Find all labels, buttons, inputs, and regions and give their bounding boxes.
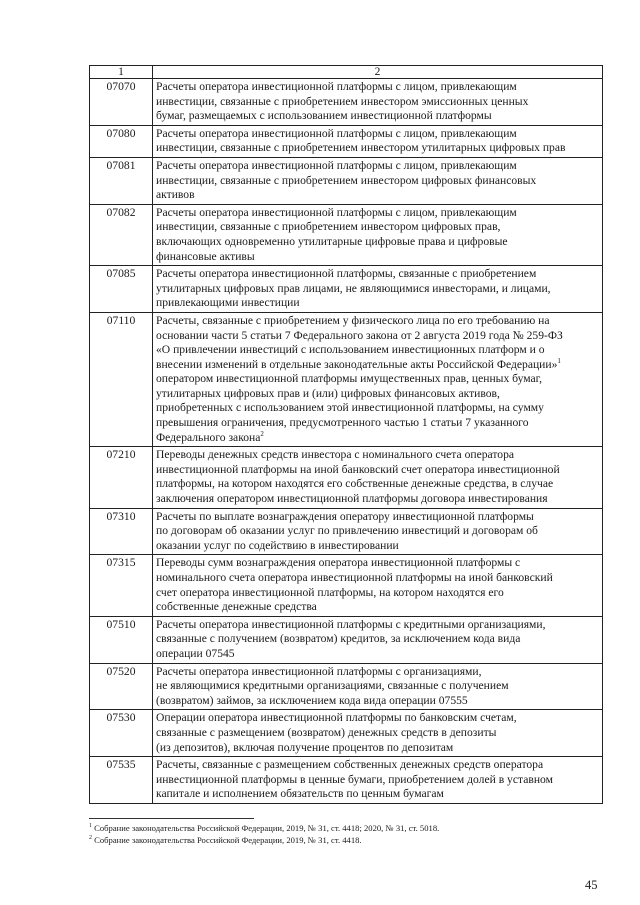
description-line-text: основании части 5 статьи 7 Федерального закона от 2 августа 2019 года № 259-ФЗ [156,328,563,342]
description-line [156,448,599,463]
description-line [156,787,599,802]
description-line [156,401,599,416]
column-header-code: 1 [90,66,153,79]
description-line [156,758,599,773]
description-line-text: инвестиционной платформы в ценные бумаги, приобретением долей в уставном [156,772,553,786]
footnote-text: Собрание законодательства Российской Федерации, 2019, № 31, ст. 4418; 2020, № 31, ст. 5018. [94,823,440,833]
description-line-text: оказании услуг по содействию в инвестировании [156,538,399,552]
description-line [156,141,599,156]
table-body [90,79,603,804]
description-line [156,665,599,680]
description-line-text: Переводы сумм вознаграждения оператора инвестиционной платформы с [156,556,521,570]
operation-code: 07530 [90,710,153,757]
table-row [90,616,603,663]
description-line-text: платформы, на котором находятся его собственные денежные средства, в случае [156,477,554,491]
description-line-text: Расчеты оператора инвестиционной платформы с лицом, привлекающим [156,80,517,93]
description-line [156,694,599,709]
description-line-text: заключения оператором инвестиционной платформы договора инвестирования [156,492,548,506]
operation-code: 07110 [90,312,153,446]
operation-code: 07310 [90,508,153,555]
description-line [156,524,599,539]
description-line-text: операции 07545 [156,646,235,660]
description-line [156,372,599,387]
description-line-text: Расчеты оператора инвестиционной платформы с кредитными организациями, [156,617,546,631]
footnote-mark: 2 [89,835,92,842]
description-line [156,726,599,741]
description-line-text: приобретенных с использованием этой инвестиционной платформы, на сумму [156,401,544,415]
description-line-text: Расчеты оператора инвестиционной платформы с лицом, привлекающим [156,205,517,219]
footnote-text: Собрание законодательства Российской Федерации, 2019, № 31, ст. 4418. [94,835,362,845]
description-line-text: Расчеты оператора инвестиционной платформы с организациями, [156,664,482,678]
operation-description [153,157,603,204]
description-line [156,314,599,329]
description-line [156,477,599,492]
operation-code: 07080 [90,125,153,157]
table-row [90,447,603,508]
table-row [90,508,603,555]
operation-code: 07070 [90,79,153,126]
description-line-text: связанные с получением (возвратом) кредитов, за исключением кода вида [156,632,521,646]
operation-code: 07210 [90,447,153,508]
description-line [156,282,599,297]
page-number: 45 [585,878,598,892]
footnote-2 [89,834,439,846]
description-line-text: утилитарных цифровых прав и (или) цифровых финансовых активов, [156,386,500,400]
description-line-text: не являющимися кредитными организациями, связанные с получением [156,679,509,693]
description-line-text: по договорам об оказании услуг по привлечению инвестиций и договорам об [156,524,538,538]
operation-codes-table [89,65,603,804]
description-line-text: капитале и исполнением обязательств по ценным бумагам [156,787,444,801]
description-line-text: счет оператора инвестиционной платформы, на котором находятся его [156,585,504,599]
footnote-divider [89,818,254,819]
table-row [90,663,603,710]
table-row [90,79,603,126]
description-line-text: бумаг, размещаемых с использованием инвестиционной платформы [156,109,492,123]
description-line-text: Расчеты оператора инвестиционной платформы, связанные с приобретением [156,267,537,281]
description-line [156,711,599,726]
description-line [156,188,599,203]
description-line [156,80,599,95]
description-line [156,174,599,189]
description-line [156,618,599,633]
operation-description [153,447,603,508]
operation-code: 07535 [90,757,153,804]
operation-description [153,312,603,446]
description-line [156,159,599,174]
description-line-text: Переводы денежных средств инвестора с номинального счета оператора [156,448,515,462]
operation-description [153,266,603,313]
description-line-text: инвестиции, связанные с приобретением инвестором эмиссионных ценных [156,94,529,108]
table-header-row [90,66,603,79]
description-line [156,343,599,358]
description-line-text: Расчеты оператора инвестиционной платформы с лицом, привлекающим [156,126,517,140]
footnotes [89,822,439,846]
description-line-text: оператором инвестиционной платформы имущественных прав, ценных бумаг, [156,372,543,386]
description-line-text: активов [156,188,195,202]
operation-code: 07510 [90,616,153,663]
description-line [156,632,599,647]
description-line-text: номинального счета оператора инвестиционной платформы на иной банковский [156,571,553,584]
description-line [156,539,599,554]
table-row [90,312,603,446]
description-line-text: инвестиции, связанные с приобретением инвестором утилитарных цифровых прав [156,141,566,155]
operation-description [153,616,603,663]
description-line [156,235,599,250]
table-row [90,204,603,265]
table-row [90,157,603,204]
footnote-reference: 2 [260,429,264,438]
description-line-text: инвестиции, связанные с приобретением инвестором цифровых финансовых [156,173,537,187]
table-row [90,266,603,313]
description-line [156,206,599,221]
description-line-text: Операции оператора инвестиционной платформы по банковским счетам, [156,711,517,725]
operation-code: 07315 [90,555,153,616]
description-line-text: превышения ограничения, предусмотренного частью 1 статьи 7 указанного [156,416,529,430]
operation-description [153,508,603,555]
description-line [156,556,599,571]
description-line [156,463,599,478]
description-line [156,571,599,586]
description-line-text: финансовые активы [156,249,255,263]
operation-description [153,757,603,804]
description-line-text: Расчеты оператора инвестиционной платформы с лицом, привлекающим [156,158,517,172]
description-line-text: (возвратом) займов, за исключением кода вида операции 07555 [156,693,468,707]
description-line-text: (из депозитов), включая получение процентов по депозитам [156,740,454,754]
description-line-text: инвестиции, связанные с приобретением инвестором цифровых прав, [156,220,501,234]
column-header-description: 2 [153,66,603,79]
operation-description [153,204,603,265]
footnote-mark: 1 [89,823,92,830]
operation-code: 07520 [90,663,153,710]
footnote-reference: 1 [557,356,561,365]
description-line [156,586,599,601]
operation-code: 07085 [90,266,153,313]
description-line [156,329,599,344]
description-line [156,358,599,373]
table-row [90,757,603,804]
description-line-text: привлекающими инвестиции [156,296,300,310]
description-line-text: связанные с размещением (возвратом) денежных средств в депозиты [156,725,497,739]
table-row [90,555,603,616]
description-line [156,127,599,142]
operation-description [153,710,603,757]
table-row [90,710,603,757]
description-line [156,296,599,311]
description-line [156,109,599,124]
description-line-text: собственные денежные средства [156,600,317,614]
description-line [156,600,599,615]
footnote-1 [89,822,439,834]
operation-code: 07081 [90,157,153,204]
description-line-text: инвестиционной платформы на иной банковский счет оператора инвестиционной [156,462,560,476]
description-line [156,267,599,282]
description-line [156,741,599,756]
operation-description [153,663,603,710]
description-line [156,416,599,431]
operation-description [153,125,603,157]
description-line [156,387,599,402]
description-line [156,250,599,265]
description-line-text: утилитарных цифровых прав лицами, не являющимися инвесторами, и лицами, [156,281,551,295]
description-line-text: «О привлечении инвестиций с использованием инвестиционных платформ и о [156,343,545,357]
description-line [156,679,599,694]
description-line-text: Федерального закона [156,430,261,444]
description-line-text: включающих одновременно утилитарные цифровые права и цифровые [156,234,508,248]
description-line [156,95,599,110]
operation-description [153,555,603,616]
description-line [156,492,599,507]
operation-code: 07082 [90,204,153,265]
description-line [156,431,599,446]
table-row [90,125,603,157]
description-line-text: внесении изменений в отдельные законодательные акты Российской Федерации» [156,357,558,371]
description-line [156,773,599,788]
description-line-text: Расчеты, связанные с размещением собственных денежных средств оператора [156,758,544,772]
description-line-text: Расчеты, связанные с приобретением у физического лица по его требованию на [156,313,550,327]
description-line [156,647,599,662]
description-line [156,510,599,525]
operation-description [153,79,603,126]
description-line [156,220,599,235]
description-line-text: Расчеты по выплате вознаграждения оператору инвестиционной платформы [156,509,534,523]
